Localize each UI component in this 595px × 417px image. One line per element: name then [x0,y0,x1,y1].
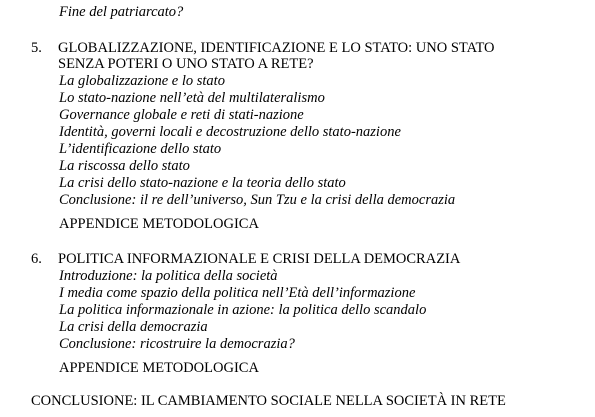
chapter-6-appendix: APPENDICE METODOLOGICA [59,360,259,376]
chapter-5-title-line2: SENZA POTERI O UNO STATO A RETE? [58,56,314,72]
chapter-6-item: Conclusione: ricostruire la democrazia? [59,336,295,352]
chapter-5-item: L’identificazione dello stato [59,141,222,157]
chapter-6-number: 6. [31,251,42,267]
chapter-5-appendix: APPENDICE METODOLOGICA [59,216,259,232]
chapter-5-item: Governance globale e reti di stati-nazione [59,107,304,123]
chapter-5-item: Identità, governi locali e decostruzione dello stato-nazione [59,124,401,140]
chapter-5-title-line1: GLOBALIZZAZIONE, IDENTIFICAZIONE E LO STATO: UNO STATO [58,40,495,56]
chapter-6-item: La politica informazionale in azione: la politica dello scandalo [59,302,427,318]
toc-item-prev-last: Fine del patriarcato? [59,4,184,20]
chapter-6-item: I media come spazio della politica nell’Età dell’informazione [59,285,416,301]
chapter-5-item: La riscossa dello stato [59,158,190,174]
chapter-6-item: Introduzione: la politica della società [59,268,278,284]
conclusion-heading: CONCLUSIONE: IL CAMBIAMENTO SOCIALE NELLA SOCIETÀ IN RETE [31,393,506,409]
chapter-5-number: 5. [31,40,42,56]
chapter-6-item: La crisi della democrazia [59,319,208,335]
chapter-6-title-line1: POLITICA INFORMAZIONALE E CRISI DELLA DEMOCRAZIA [58,251,461,267]
chapter-5-item: La globalizzazione e lo stato [59,73,225,89]
chapter-5-item: Conclusione: il re dell’universo, Sun Tzu e la crisi della democrazia [59,192,456,208]
chapter-5-item: Lo stato-nazione nell’età del multilateralismo [59,90,325,106]
chapter-5-item: La crisi dello stato-nazione e la teoria dello stato [59,175,346,191]
